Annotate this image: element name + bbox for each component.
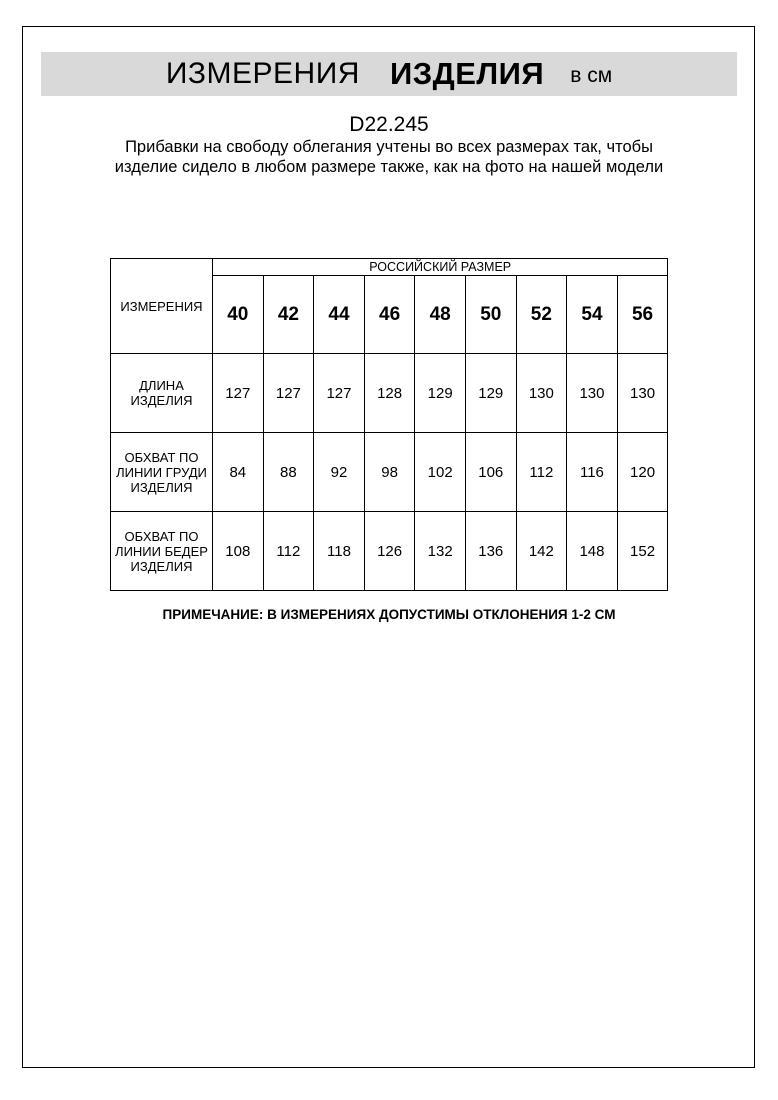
table-row: [111, 354, 668, 433]
measurement-value: 152: [617, 512, 668, 591]
row-label: ДЛИНА ИЗДЕЛИЯ: [111, 354, 213, 433]
size-header: 48: [415, 276, 466, 354]
measurement-value: 102: [415, 433, 466, 512]
size-header: 50: [465, 276, 516, 354]
title-measurements: ИЗМЕРЕНИЯ: [165, 57, 360, 90]
fit-description: Прибавки на свободу облегания учтены во всех размерах так, чтобы изделие сидело в любом размере также, как на фото на нашей модели: [114, 138, 664, 176]
measurement-value: 98: [364, 433, 415, 512]
corner-label: ИЗМЕРЕНИЯ: [111, 259, 213, 354]
measurement-value: 148: [567, 512, 618, 591]
measurement-value: 120: [617, 433, 668, 512]
table-row: [111, 433, 668, 512]
tolerance-note: ПРИМЕЧАНИЕ: В ИЗМЕРЕНИЯХ ДОПУСТИМЫ ОТКЛОНЕНИЯ 1-2 СМ: [162, 607, 616, 622]
measurement-value: 106: [465, 433, 516, 512]
measurement-value: 132: [415, 512, 466, 591]
row-label: ОБХВАТ ПО ЛИНИИ ГРУДИ ИЗДЕЛИЯ: [111, 433, 213, 512]
size-header: 52: [516, 276, 567, 354]
measurement-value: 92: [314, 433, 365, 512]
size-header: 44: [314, 276, 365, 354]
row-label: ОБХВАТ ПО ЛИНИИ БЕДЕР ИЗДЕЛИЯ: [111, 512, 213, 591]
measurement-value: 126: [364, 512, 415, 591]
measurement-value: 130: [516, 354, 567, 433]
size-header: 42: [263, 276, 314, 354]
title-banner: [41, 52, 737, 96]
title-unit: в см: [570, 64, 613, 87]
measurement-value: 118: [314, 512, 365, 591]
size-group-label: РОССИЙСКИЙ РАЗМЕР: [213, 259, 668, 276]
article-code: D22.245: [349, 113, 429, 136]
measurement-value: 136: [465, 512, 516, 591]
measurement-value: 129: [465, 354, 516, 433]
title-product: ИЗДЕЛИЯ: [389, 56, 545, 91]
measurement-value: 130: [617, 354, 668, 433]
size-header: 56: [617, 276, 668, 354]
size-header: 40: [213, 276, 264, 354]
measurement-value: 142: [516, 512, 567, 591]
measurement-value: 116: [567, 433, 618, 512]
size-table: [110, 258, 668, 591]
size-header: 46: [364, 276, 415, 354]
measurement-value: 129: [415, 354, 466, 433]
measurement-value: 88: [263, 433, 314, 512]
measurement-value: 112: [263, 512, 314, 591]
size-header: 54: [567, 276, 618, 354]
measurement-value: 130: [567, 354, 618, 433]
measurement-value: 128: [364, 354, 415, 433]
measurement-value: 127: [314, 354, 365, 433]
measurement-value: 127: [263, 354, 314, 433]
measurement-value: 108: [213, 512, 264, 591]
measurement-value: 127: [213, 354, 264, 433]
table-row: [111, 512, 668, 591]
measurement-value: 84: [213, 433, 264, 512]
measurement-value: 112: [516, 433, 567, 512]
